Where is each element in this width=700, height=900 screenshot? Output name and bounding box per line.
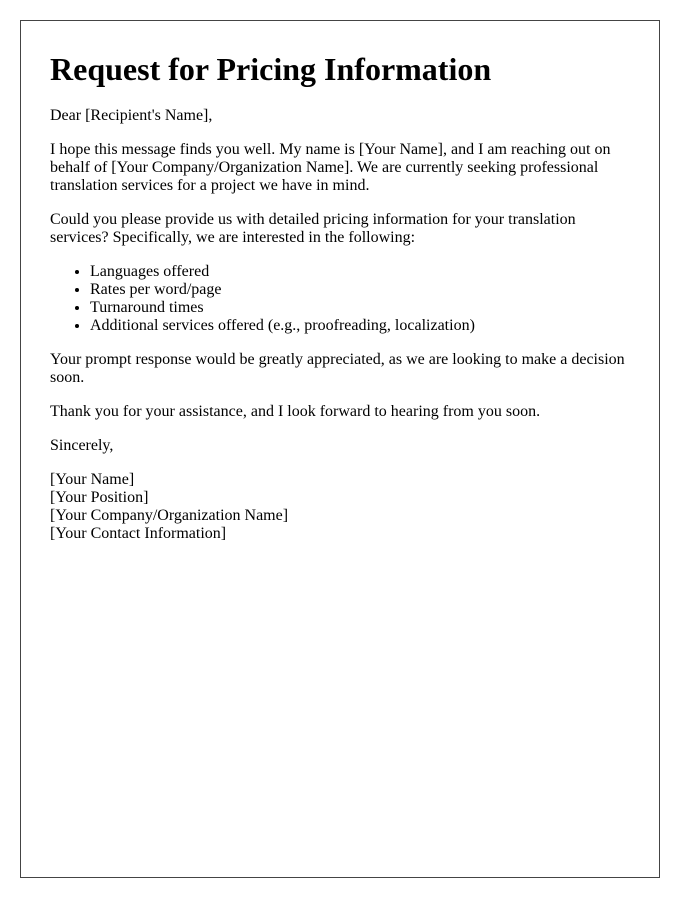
signature-name: [Your Name] (50, 471, 135, 488)
signature-position: [Your Position] (50, 489, 149, 506)
signature-block (50, 471, 635, 543)
intro-paragraph: I hope this message finds you well. My name is [Your Name], and I am reaching out on behalf of [Your Company/Organization Name]. We are currently seeking professional translation services for a project we have in mind. (50, 141, 611, 194)
list-item: • Languages offered (90, 263, 635, 281)
list-item: • Additional services offered (e.g., proofreading, localization) (90, 317, 635, 335)
list-item: • Rates per word/page (90, 281, 635, 299)
thanks-paragraph: Thank you for your assistance, and I look forward to hearing from you soon. (50, 403, 541, 420)
response-paragraph: Your prompt response would be greatly appreciated, as we are looking to make a decision soon. (50, 351, 625, 386)
request-paragraph: Could you please provide us with detailed pricing information for your translation services? Specifically, we are interested in the following: (50, 211, 576, 246)
list-item: • Turnaround times (90, 299, 635, 317)
letter-content (50, 49, 635, 543)
letter-page (20, 20, 660, 878)
letter-title: Request for Pricing Information (50, 51, 492, 87)
signature-contact: [Your Contact Information] (50, 525, 227, 542)
signature-company: [Your Company/Organization Name] (50, 507, 289, 524)
requested-info-list (50, 263, 635, 335)
sign-off: Sincerely, (50, 437, 114, 454)
salutation: Dear [Recipient's Name], (50, 107, 213, 124)
